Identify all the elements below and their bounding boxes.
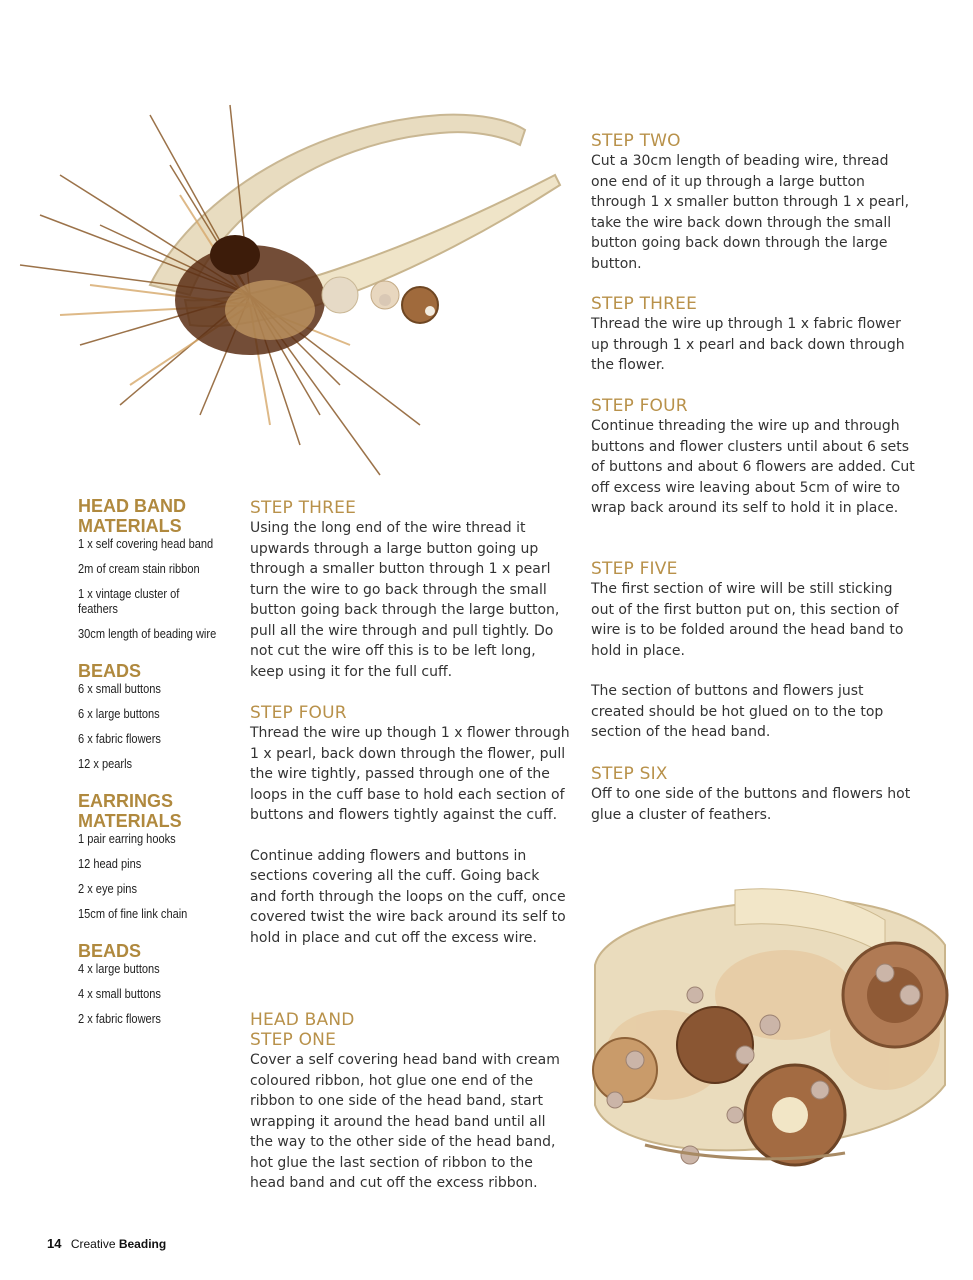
step-body: Using the long end of the wire thread it upwards through a large button going up through a smaller button through 1 x pearl turn the wire to go back through the small button going back through the large button, pull all the wire through and pull tightly. Do not cut the wire off this is to be left long, keep using it for the full cuff. xyxy=(250,520,560,680)
step-body: Cover a self covering head band with cream coloured ribbon, hot glue one end of the ribbon to one side of the head band, start wrapping it around the head band until all the way to the other side of the head band, hot glue the last section of ribbon to the head band and cut off the excess ribbon. xyxy=(250,1052,560,1191)
materials-column xyxy=(78,496,238,1046)
headband-materials-list xyxy=(78,536,238,641)
beads-list-2 xyxy=(78,961,238,1026)
brand-prefix: Creative xyxy=(70,1237,116,1251)
step-title: STEP THREE xyxy=(250,498,357,518)
step-title: STEP FIVE xyxy=(591,559,678,579)
heading-line-1: EARRINGS xyxy=(78,791,174,811)
step-body: The first section of wire will be still sticking out of the first button put on, this section of wire is to be folded around the head band to hold in place. xyxy=(591,581,904,659)
heading-line-2: MATERIALS xyxy=(78,516,182,536)
body-line-b: section of the head band. xyxy=(591,724,771,740)
step-body: Continue threading the wire up and through buttons and flower clusters until about 6 sets of buttons and about 6 flowers are added. Cut off excess wire leaving about 5cm of wire to wrap back around its self to hold it in place. xyxy=(591,418,915,516)
list-item: 1 x vintage cluster of feathers xyxy=(78,586,180,616)
body-line-a: The section of buttons and flowers just created should be hot glued on to the top xyxy=(591,683,884,720)
earrings-materials-list xyxy=(78,831,238,921)
earrings-materials-section xyxy=(78,791,238,921)
right-step-four xyxy=(591,396,916,519)
step-body: Cut a 30cm length of beading wire, thread one end of it up through a large button through 1 x smaller button through 1 x pearl, take the wire back down through the small button going back down through the large button. xyxy=(591,153,910,272)
headband-materials-section xyxy=(78,496,238,641)
step-body-continued: Continue adding flowers and buttons in sections covering all the cuff. Going back and forth through the loops on the cuff, once covered twist the wire back around its self to hold in place and cut off the excess wire. xyxy=(250,847,566,946)
list-item: 6 x small buttons xyxy=(78,681,161,696)
earrings-materials-heading xyxy=(78,791,238,831)
list-item: 2 x fabric flowers xyxy=(78,1011,161,1026)
step-body-continued xyxy=(591,681,916,743)
step-title: STEP SIX xyxy=(591,764,668,784)
list-item: 2 x eye pins xyxy=(78,881,137,896)
list-item: 1 x self covering head band xyxy=(78,536,214,551)
list-item: 6 x large buttons xyxy=(78,706,160,721)
headband-materials-heading xyxy=(78,496,238,536)
list-item: 6 x fabric flowers xyxy=(78,731,161,746)
page-number: 14 xyxy=(47,1236,62,1251)
page-footer xyxy=(47,1236,166,1251)
mid-step-three xyxy=(250,498,570,682)
list-item: 12 head pins xyxy=(78,856,142,871)
list-item: 2m of cream stain ribbon xyxy=(78,561,200,576)
right-step-two xyxy=(591,131,916,274)
beads-section-1 xyxy=(78,661,238,771)
list-item: 12 x pearls xyxy=(78,756,133,771)
cuff-photo xyxy=(585,885,960,1205)
heading-line-2: MATERIALS xyxy=(78,811,182,831)
brand-name: Beading xyxy=(118,1237,167,1251)
step-body: Thread the wire up through 1 x fabric flower up through 1 x pearl and back down through the flower. xyxy=(591,316,905,373)
step-title: STEP THREE xyxy=(591,294,698,314)
list-item: 15cm of fine link chain xyxy=(78,906,188,921)
step-title xyxy=(250,1010,570,1050)
beads-section-2 xyxy=(78,941,238,1026)
title-line-2: STEP ONE xyxy=(250,1030,337,1050)
right-step-five xyxy=(591,559,916,743)
heading-line-1: HEAD BAND xyxy=(78,496,186,516)
beads-heading-1: BEADS xyxy=(78,661,142,681)
step-title: STEP FOUR xyxy=(250,703,347,723)
step-title: STEP FOUR xyxy=(591,396,688,416)
step-body: Off to one side of the buttons and flowers hot glue a cluster of feathers. xyxy=(591,786,911,823)
right-step-three xyxy=(591,294,916,376)
headband-photo xyxy=(0,85,570,490)
mid-step-four xyxy=(250,703,570,948)
list-item: 4 x large buttons xyxy=(78,961,160,976)
mid-headband-step-one xyxy=(250,1010,570,1194)
beads-list-1 xyxy=(78,681,238,771)
beads-heading-2: BEADS xyxy=(78,941,142,961)
list-item: 4 x small buttons xyxy=(78,986,161,1001)
title-line-1: HEAD BAND xyxy=(250,1010,355,1030)
list-item: 1 pair earring hooks xyxy=(78,831,176,846)
step-title: STEP TWO xyxy=(591,131,681,151)
step-body: Thread the wire up though 1 x flower through 1 x pearl, back down through the flower, pull the wire tightly, passed through one of the loops in the cuff base to hold each section of buttons and flowers tightly against the cuff. xyxy=(250,725,570,823)
list-item: 30cm length of beading wire xyxy=(78,626,217,641)
right-step-six xyxy=(591,764,916,825)
